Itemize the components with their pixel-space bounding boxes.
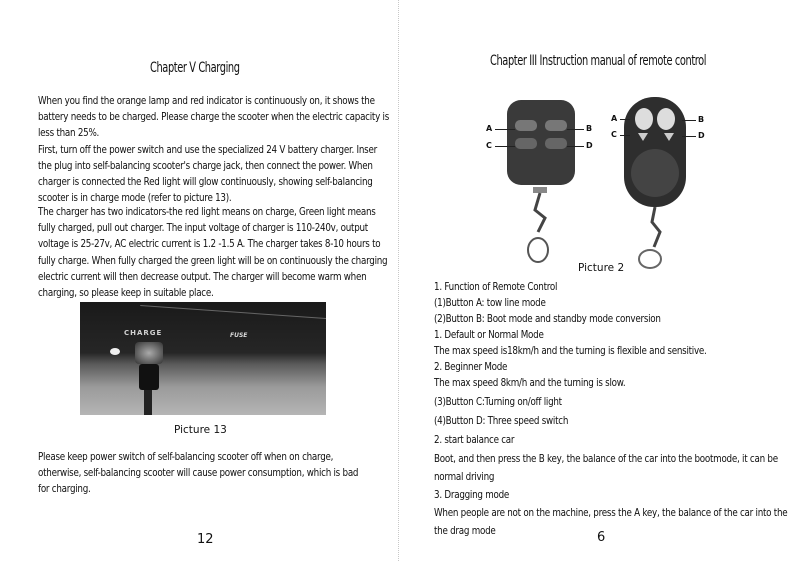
indicator-lamp <box>110 348 120 355</box>
leader-line <box>495 146 515 147</box>
remote-oval-icon <box>622 97 692 272</box>
photo-label-charge: CHARGE <box>124 329 163 337</box>
text-line: (1)Button A: tow line mode <box>434 298 546 309</box>
text-line: First, turn off the power switch and use the specialized 24 V battery charger. Inser <box>38 144 377 156</box>
text-line: Please keep power switch of self-balancing scooter off when on charge, <box>38 452 334 463</box>
text-line: 2. start balance car <box>434 435 515 446</box>
leader-line <box>620 119 630 120</box>
text-line: 1. Default or Normal Mode <box>434 330 544 341</box>
text-line: The max speed 8km/h and the turning is slow. <box>434 378 626 389</box>
text-line: 3. Dragging mode <box>434 490 510 501</box>
text-line: charging, so please keep in suitable place. <box>38 288 214 300</box>
photo-edge-line <box>140 305 326 320</box>
text-line: the plug into self-balancing scooter's charge jack, then connect the power. When <box>38 160 373 172</box>
page-number: 12 <box>197 532 214 547</box>
text-line: scooter is in charge mode (refer to picture 13). <box>38 193 232 205</box>
text-line: The max speed is18km/h and the turning is flexible and sensitive. <box>434 346 707 357</box>
text-line: When people are not on the machine, press the A key, the balance of the car into the <box>434 508 788 519</box>
charger-plug <box>139 364 159 390</box>
leader-line <box>567 129 584 130</box>
text-line: otherwise, self-balancing scooter will cause power consumption, which is bad <box>38 468 359 480</box>
remote1-label-c: C <box>486 141 492 150</box>
text-line: battery needs to be charged. Please charge the scooter when the electric capacity is <box>38 112 390 124</box>
text-line: When you find the orange lamp and red indicator is continuously on, it shows the <box>38 96 375 107</box>
text-line: (4)Button D: Three speed switch <box>434 416 569 427</box>
right-page <box>400 0 800 561</box>
leader-line <box>495 129 515 130</box>
text-line: fully charge. When fully charged the green light will be on continuously the charging <box>38 255 388 267</box>
remote1-label-d: D <box>586 141 593 150</box>
text-line: (2)Button B: Boot mode and standby mode conversion <box>434 314 661 325</box>
text-line: electric current will then decrease output. The charger will become warm when <box>38 271 367 283</box>
remote-square-icon <box>505 100 580 270</box>
paragraph-battery <box>38 94 446 207</box>
paragraph-indicators <box>38 205 444 302</box>
charge-port-photo <box>80 302 326 415</box>
figure-caption: Picture 13 <box>174 424 227 436</box>
text-line: (3)Button C:Turning on/off light <box>434 397 562 408</box>
text-line: for charging. <box>38 484 91 496</box>
paragraph-power-switch <box>38 450 410 499</box>
chapter-title: Chapter III Instruction manual of remote control <box>490 53 707 69</box>
charger-cable <box>144 390 152 415</box>
leader-line <box>682 120 696 121</box>
text-line: 1. Function of Remote Control <box>434 282 558 293</box>
leader-line <box>620 135 630 136</box>
remote2-label-d: D <box>698 131 705 140</box>
remote-oval-illustration <box>622 97 692 276</box>
text-line: the drag mode <box>434 526 496 537</box>
text-line: charger is connected the Red light will glow continuously, showing self-balancing <box>38 177 373 189</box>
leader-line <box>682 136 696 137</box>
text-line: The charger has two indicators-the red light means on charge, Green light means <box>38 207 376 218</box>
text-line: Boot, and then press the B key, the balance of the car into the bootmode, it can be <box>434 454 778 465</box>
remote2-label-c: C <box>611 130 617 139</box>
leader-line <box>567 146 584 147</box>
remote1-label-a: A <box>486 124 493 133</box>
text-line: voltage is 25-27v, AC electric current is 1.2 -1.5 A. The charger takes 8-10 hours to <box>38 239 381 251</box>
figure-caption: Picture 2 <box>578 262 625 274</box>
remote-functions-text <box>434 280 800 540</box>
remote2-label-b: B <box>698 115 705 124</box>
text-line: 2. Beginner Mode <box>434 362 508 373</box>
chapter-title: Chapter V Charging <box>150 60 240 76</box>
remote2-label-a: A <box>611 114 618 123</box>
text-line: fully charged, pull out charger. The input voltage of charger is 110-240v, output <box>38 223 368 235</box>
photo-label-fuse: FUSE <box>230 332 248 339</box>
charge-jack <box>135 342 163 364</box>
page-number: 6 <box>597 530 606 545</box>
remote1-label-b: B <box>586 124 593 133</box>
remote-square-illustration <box>505 100 580 274</box>
text-line: less than 25%. <box>38 128 100 140</box>
text-line: normal driving <box>434 472 495 483</box>
